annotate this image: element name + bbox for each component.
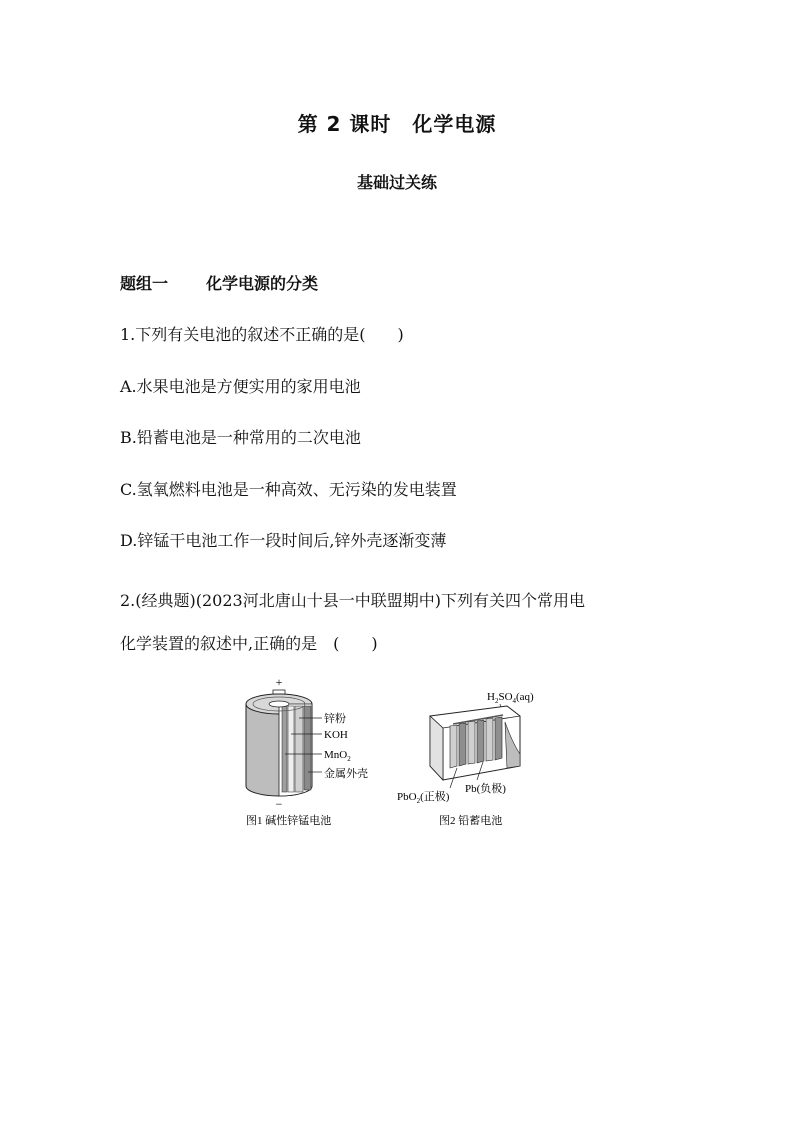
figure-alkaline-zinc-manganese-battery (238, 674, 368, 829)
mno2-layer (282, 706, 287, 792)
question-1-option-a: A.水果电池是方便实用的家用电池 (120, 377, 361, 396)
page-title: 第 2 课时 化学电源 (297, 112, 497, 136)
group-name: 化学电源的分类 (206, 274, 319, 293)
group-label: 题组一 (120, 274, 169, 293)
question-1-option-c: C.氢氧燃料电池是一种高效、无污染的发电装置 (120, 480, 457, 499)
metal-shell-layer (304, 706, 311, 790)
positive-terminal-label: + (275, 675, 283, 689)
question-group-heading (120, 271, 318, 294)
question-1-option-b: B.铅蓄电池是一种常用的二次电池 (120, 428, 361, 447)
label-koh: KOH (324, 729, 348, 741)
koh-layer (288, 706, 294, 792)
question-1-option-d: D.锌锰干电池工作一段时间后,锌外壳逐渐变薄 (120, 531, 447, 550)
question-1-stem: 1.下列有关电池的叙述不正确的是( ) (120, 325, 404, 344)
figure-lead-acid-battery (395, 684, 555, 829)
section-subtitle: 基础过关练 (356, 173, 437, 192)
figure-2-caption: 图2 铅蓄电池 (439, 815, 503, 827)
label-pb-negative: Pb(负极) (465, 783, 506, 795)
question-2-stem-line1: 2.(经典题)(2023河北唐山十县一中联盟期中)下列有关四个常用电 (120, 591, 585, 610)
label-mno2: MnO$_2$ (324, 749, 351, 763)
negative-terminal-label: − (275, 797, 283, 811)
zinc-powder-layer (295, 706, 303, 792)
question-2-stem-line2: 化学装置的叙述中,正确的是 ( ) (120, 634, 378, 653)
label-zinc-powder: 锌粉 (324, 713, 346, 725)
figure-1-caption: 图1 碱性锌锰电池 (246, 815, 332, 827)
label-metal-shell: 金属外壳 (324, 768, 368, 780)
label-pbo2-positive: PbO$_2$(正极) (397, 791, 450, 805)
label-electrolyte: $H_2SO_4(aq)$ (487, 691, 534, 705)
